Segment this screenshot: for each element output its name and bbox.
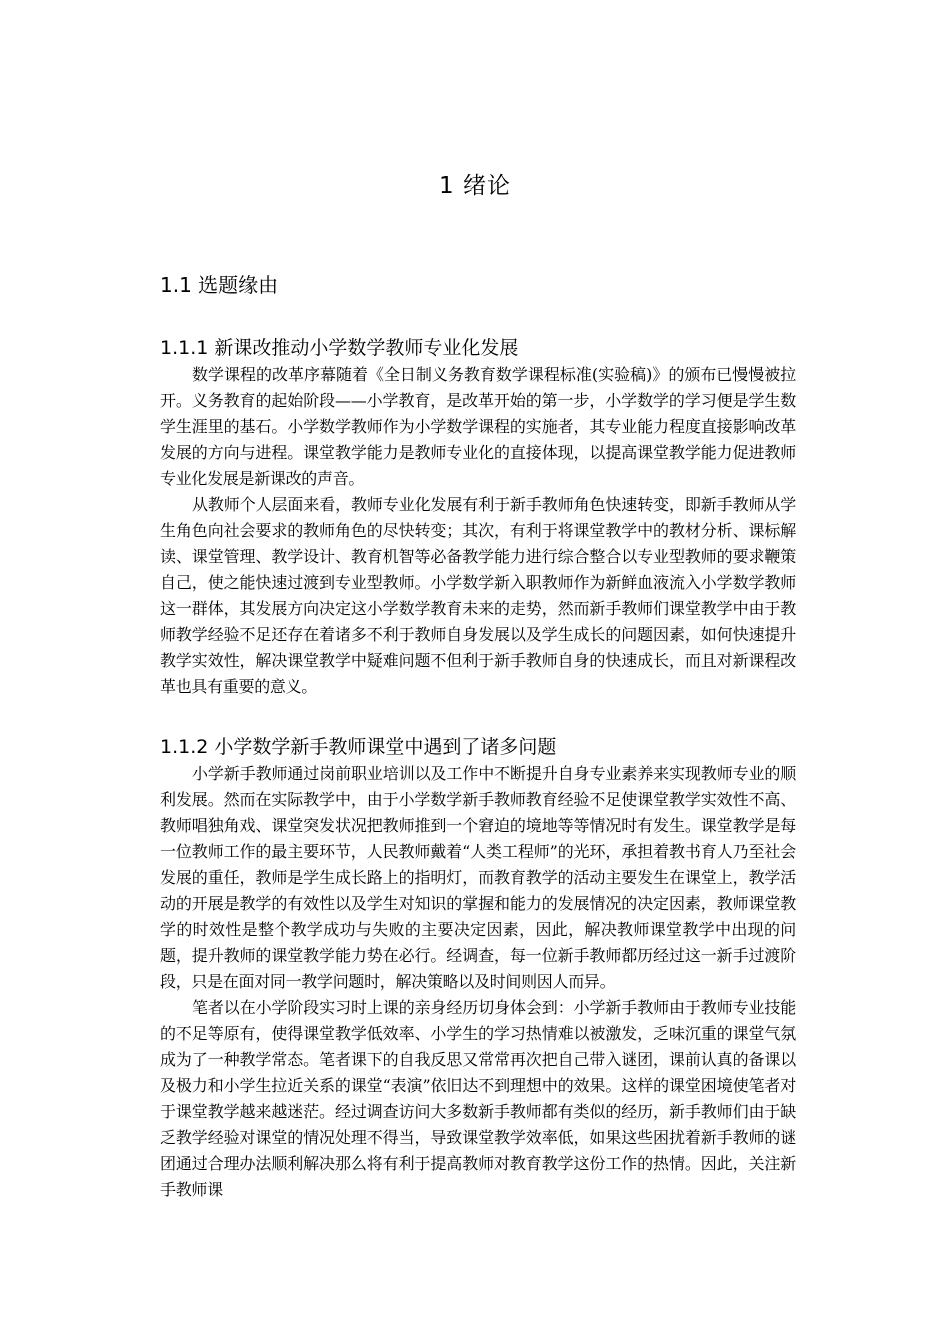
- subsection-title: 1.1.2 小学数学新手教师课堂中遇到了诸多问题: [160, 736, 557, 758]
- subsection-block: [160, 733, 796, 1203]
- body-paragraph: 小学新手教师通过岗前职业培训以及工作中不断提升自身专业素养来实现教师专业的顺利发展。然而在实际教学中，由于小学数学新手教师教育经验不足使课堂教学实效性不高、教师唱独角戏、课堂突发状况把教师推到一个窘迫的境地等等情况时有发生。课堂教学是每一位教师工作的最主要环节，人民教师戴着“人类工程师”的光环，承担着教书育人乃至社会发展的重任，教师是学生成长路上的指明灯，而教育教学的活动主要发生在课堂上，教学活动的开展是教学的有效性以及学生对知识的掌握和能力的发展情况的决定因素，教师课堂教学的时效性是整个教学成功与失败的主要决定因素，因此，解决教师课堂教学中出现的问题，提升教师的课堂教学能力势在必行。经调查，每一位新手教师都历经过这一新手过渡阶段，只是在面对同一教学问题时，解决策略以及时间则因人而异。: [160, 764, 796, 991]
- section-title: 1.1 选题缘由: [160, 273, 279, 297]
- body-paragraph: 数学课程的改革序幕随着《全日制义务教育数学课程标准(实验稿)》的颁布已慢慢被拉开。义务教育的起始阶段——小学教育，是改革开始的第一步，小学数学的学习便是学生数学生涯里的基石。小学数学教师作为小学数学课程的实施者，其专业能力程度直接影响改革发展的方向与进程。课堂教学能力是教师专业化的直接体现，以提高课堂教学能力促进教师专业化发展是新课改的声音。: [160, 365, 796, 488]
- subsection-title: 1.1.1 新课改推动小学数学教师专业化发展: [160, 337, 519, 359]
- subsection-block: [160, 334, 796, 700]
- body-paragraph: 笔者以在小学阶段实习时上课的亲身经历切身体会到：小学新手教师由于教师专业技能的不足等原有，使得课堂教学低效率、小学生的学习热情难以被激发，乏味沉重的课堂气氛成为了一种教学常态。笔者课下的自我反思又常常再次把自己带入谜团，课前认真的备课以及极力和小学生拉近关系的课堂“表演”依旧达不到理想中的效果。这样的课堂困境使笔者对于课堂教学越来越迷茫。经过调查访问大多数新手教师都有类似的经历，新手教师们由于缺乏教学经验对课堂的情况处理不得当，导致课堂教学效率低，如果这些困扰着新手教师的谜团通过合理办法顺利解决那么将有利于提高教师对教育教学这份工作的热情。因此，关注新手教师课: [160, 998, 796, 1199]
- body-paragraph: 从教师个人层面来看，教师专业化发展有利于新手教师角色快速转变，即新手教师从学生角色向社会要求的教师角色的尽快转变；其次，有利于将课堂教学中的教材分析、课标解读、课堂管理、教学设计、教育机智等必备教学能力进行综合整合以专业型教师的要求鞭策自己，使之能快速过渡到专业型教师。小学数学新入职教师作为新鲜血液流入小学数学教师这一群体，其发展方向决定这小学数学教育未来的走势，然而新手教师们课堂教学中由于教师教学经验不足还存在着诸多不利于教师自身发展以及学生成长的问题因素，如何快速提升教学实效性，解决课堂教学中疑难问题不但利于新手教师自身的快速成长，而且对新课程改革也具有重要的意义。: [160, 495, 796, 696]
- chapter-title: 1 绪论: [439, 173, 511, 199]
